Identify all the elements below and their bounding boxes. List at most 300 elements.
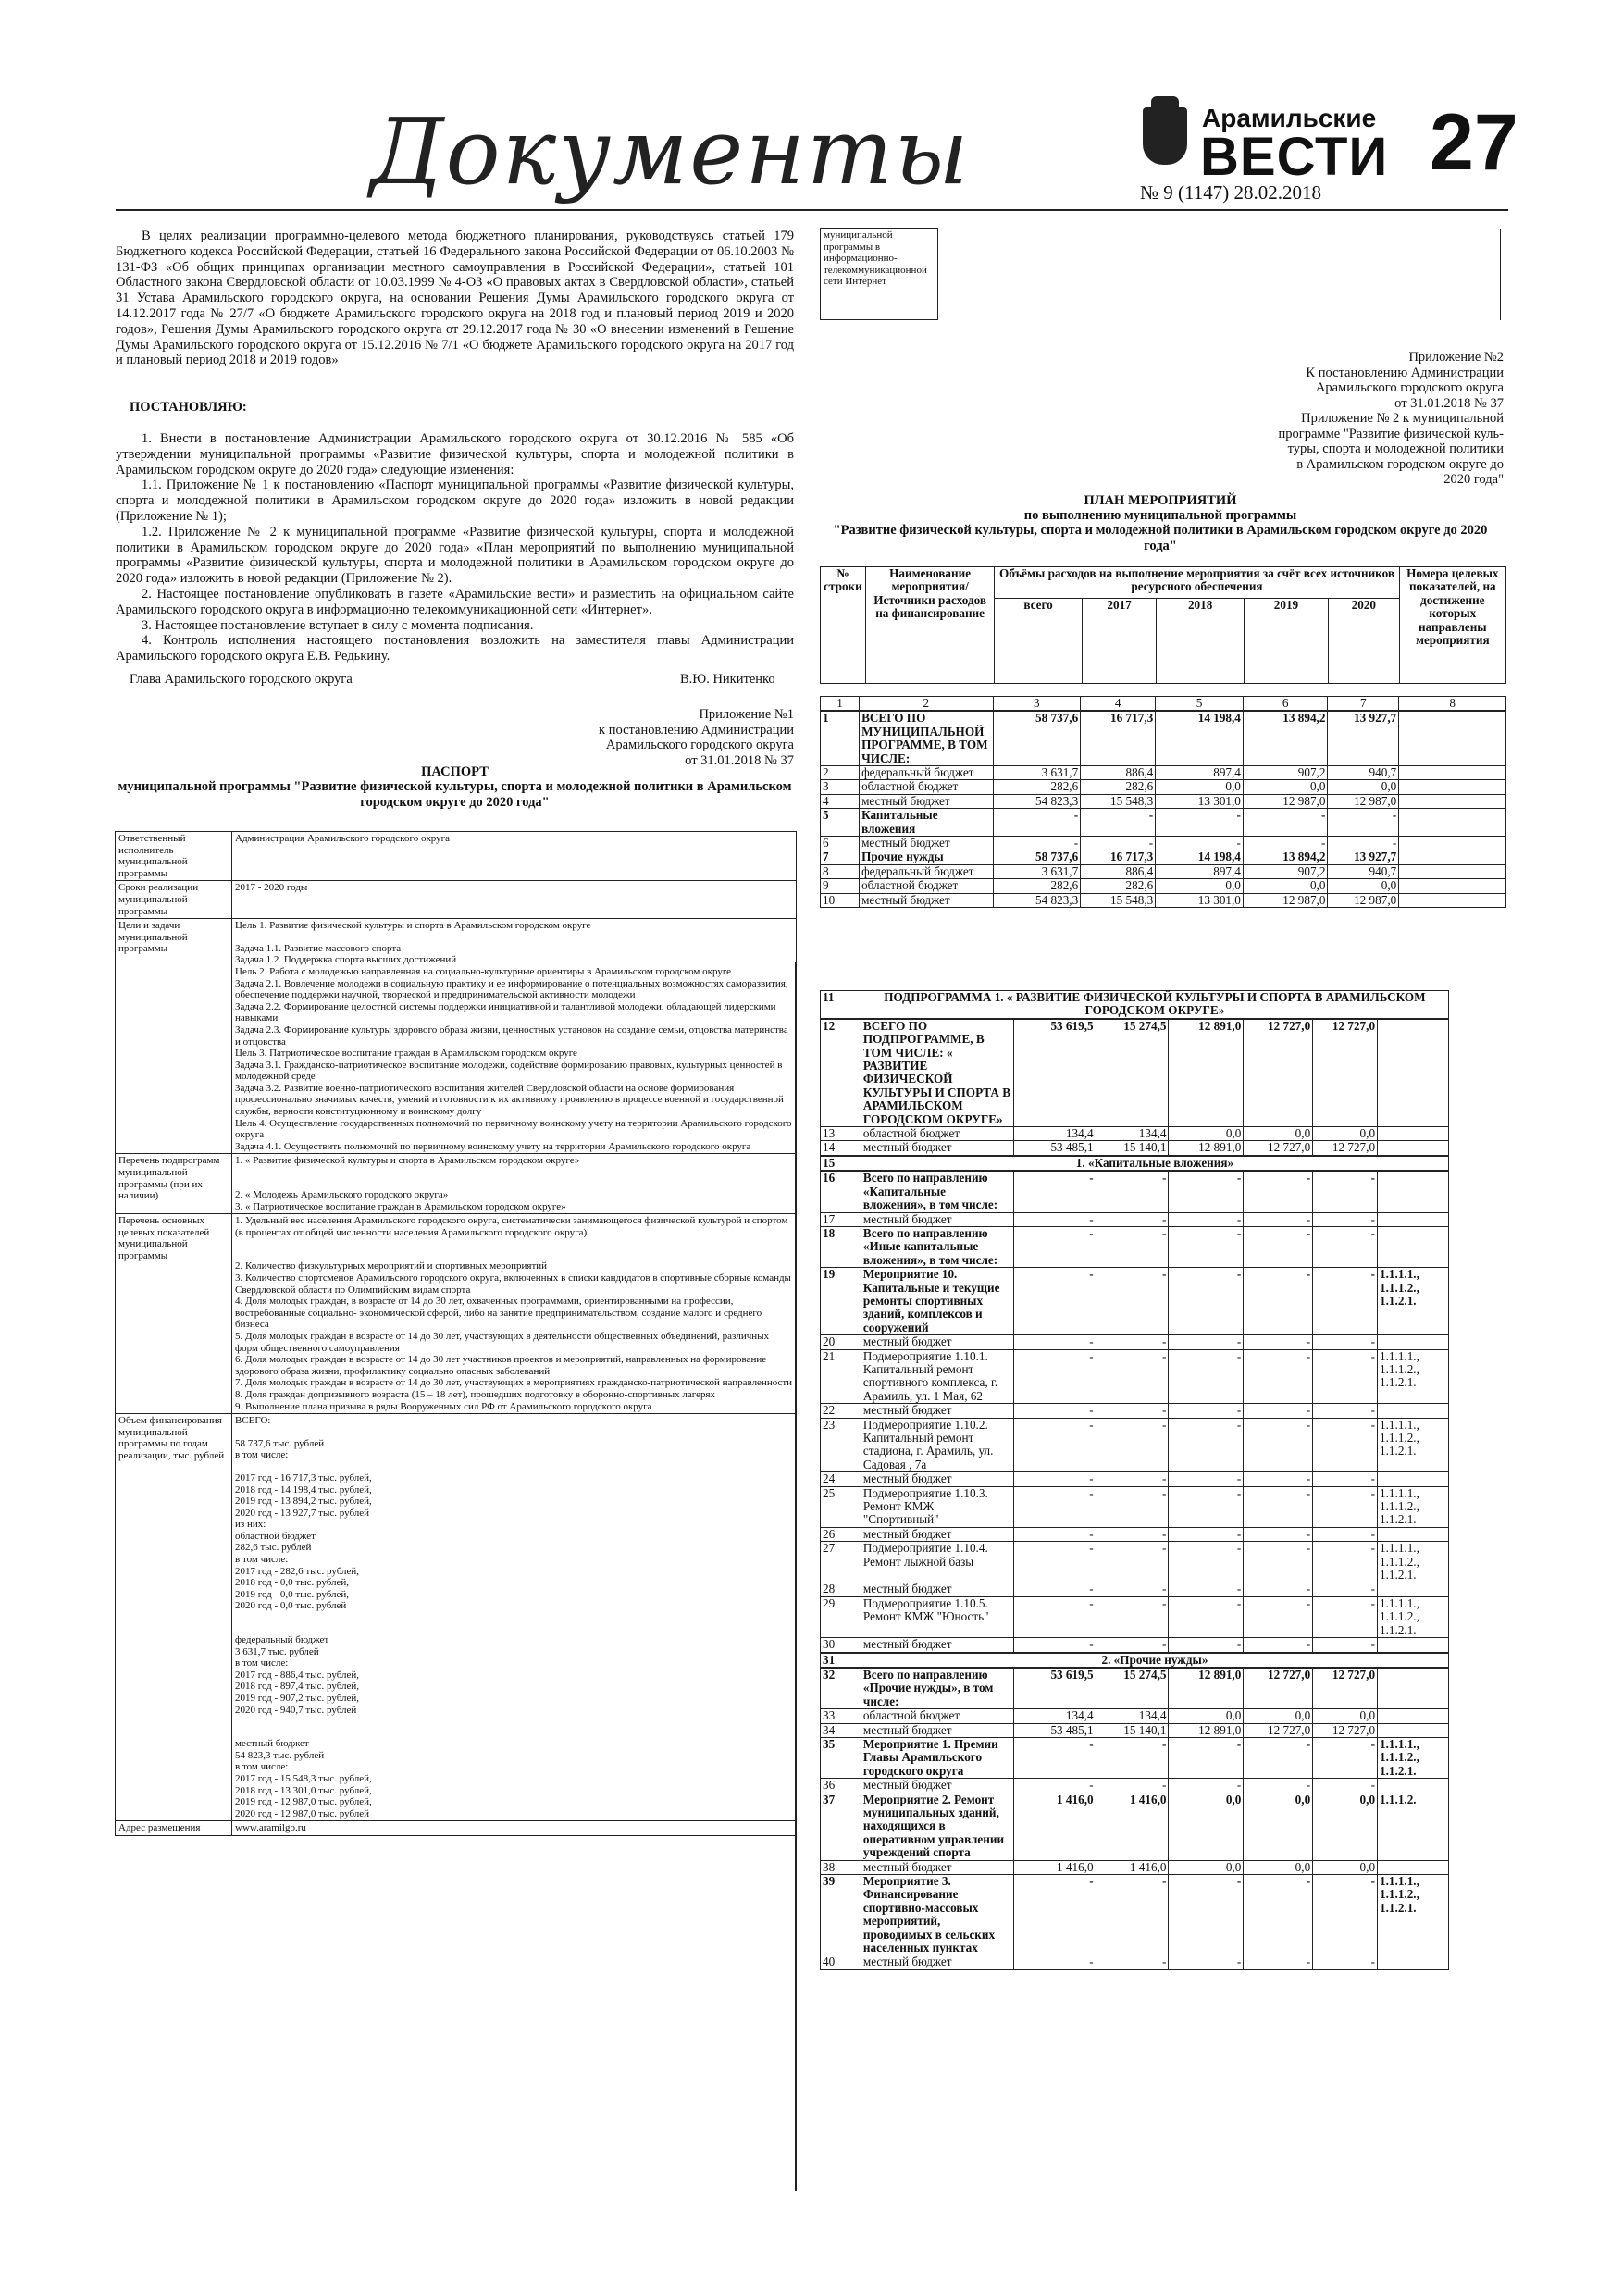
row-number: 9 — [821, 879, 860, 893]
passport-line: федеральный бюджет — [235, 1634, 329, 1646]
passport-spacer — [235, 1167, 793, 1178]
row-value-a: 282,6 — [1081, 879, 1156, 893]
row-number: 15 — [821, 1156, 861, 1171]
passport-line: 2020 год - 12 987,0 тыс. рублей — [235, 1807, 370, 1819]
row-name: местный бюджет — [861, 1404, 1013, 1418]
row-value-c: - — [1244, 1212, 1313, 1226]
row-value-b: - — [1169, 1171, 1244, 1212]
plan-row — [821, 1404, 1449, 1418]
row-value-d: 12 987,0 — [1328, 794, 1399, 808]
row-value-b: 897,4 — [1156, 766, 1244, 780]
row-value-a: - — [1096, 1212, 1169, 1226]
row-number: 22 — [821, 1404, 861, 1418]
plan-title: ПЛАН МЕРОПРИЯТИЙ — [1084, 493, 1237, 508]
col-head-targets: Номера целевых показателей, на достижение которых направлены мероприятия — [1399, 567, 1505, 684]
row-name: местный бюджет — [860, 893, 993, 907]
col-head-total: всего — [995, 599, 1082, 684]
row-value-a: - — [1096, 1404, 1169, 1418]
logo-line2: ВЕСТИ — [1200, 127, 1389, 187]
signature-name: В.Ю. Никитенко — [680, 672, 775, 687]
passport-row — [116, 919, 797, 1154]
passport-value — [232, 919, 797, 1154]
row-name: местный бюджет — [861, 1779, 1013, 1793]
row-name: местный бюджет — [861, 1723, 1013, 1737]
row-name: областной бюджет — [860, 879, 993, 893]
row-value-b: - — [1169, 1527, 1244, 1541]
passport-value — [232, 881, 797, 919]
row-value-t: 282,6 — [993, 879, 1081, 893]
col-head-no: № строки — [821, 567, 866, 684]
row-number: 38 — [821, 1860, 861, 1874]
row-name: федеральный бюджет — [860, 864, 993, 878]
passport-line: Задача 4.1. Осуществить полномочий по первичному воинскому учету на территории Арамильского городского округа — [235, 1140, 751, 1152]
row-targets — [1399, 864, 1506, 878]
passport-line: 1. « Развитие физической культуры и спорта в Арамильском городском округе» — [235, 1155, 580, 1167]
passport-label: Адрес размещения — [116, 1821, 232, 1836]
plan-row — [821, 809, 1506, 837]
row-targets — [1378, 1127, 1449, 1141]
row-value-d: - — [1313, 1582, 1378, 1596]
row-value-t: 282,6 — [993, 780, 1081, 794]
row-value-d: 0,0 — [1313, 1860, 1378, 1874]
passport-line: Задача 3.2. Развитие военно-патриотического воспитания жителей Свердловской области на основе формирования профессионально значимых качеств, умений и готовности к их активному проявлению в процессе военной и государственной службы, верности конституционному и воинскому долгу — [235, 1082, 787, 1118]
row-value-a: 1 416,0 — [1096, 1860, 1169, 1874]
row-value-d: - — [1313, 1268, 1378, 1335]
passport-row — [116, 1154, 797, 1214]
col-head-2020: 2020 — [1329, 599, 1400, 684]
row-number: 33 — [821, 1709, 861, 1723]
row-value-a: - — [1096, 1737, 1169, 1778]
row-name: областной бюджет — [861, 1709, 1013, 1723]
section-title: Документы — [370, 100, 971, 205]
row-value-t: - — [1013, 1737, 1096, 1778]
row-name: областной бюджет — [860, 780, 993, 794]
row-name: Мероприятие 1. Премии Главы Арамильского городского округа — [861, 1737, 1013, 1778]
row-name: Подмероприятие 1.10.5. Ремонт КМЖ "Юность" — [861, 1596, 1013, 1637]
col-head-volume: Объёмы расходов на выполнение мероприятия за счёт всех источников ресурсного обеспечения — [995, 567, 1399, 599]
row-value-b: 0,0 — [1156, 879, 1244, 893]
row-value-c: - — [1244, 1486, 1313, 1527]
plan-row — [821, 837, 1506, 850]
row-targets — [1378, 1141, 1449, 1156]
plan-row — [821, 1226, 1449, 1267]
row-value-t: 58 737,6 — [993, 850, 1081, 864]
passport-line: областной бюджет — [235, 1530, 316, 1542]
row-value-a: - — [1096, 1418, 1169, 1472]
plan-row — [821, 1668, 1449, 1709]
row-value-b: 13 301,0 — [1156, 893, 1244, 907]
plan-section-row — [821, 991, 1449, 1019]
row-targets — [1378, 1226, 1449, 1267]
page-number: 27 — [1430, 98, 1518, 187]
row-value-c: 12 727,0 — [1244, 1668, 1313, 1709]
row-value-a: - — [1081, 809, 1156, 837]
passport-line: 1. Удельный вес населения Арамильского городского округа, систематически занимающегося физической культурой и спортом (в процентах от общей численности населения Арамильского городского округа) — [235, 1215, 791, 1238]
appendix1-block — [416, 707, 794, 768]
plan-row — [821, 1737, 1449, 1778]
row-value-c: 12 727,0 — [1244, 1019, 1313, 1127]
passport-spacer — [235, 1178, 793, 1189]
row-value-t: - — [1013, 1875, 1096, 1955]
passport-line: в том числе: — [235, 1761, 289, 1773]
row-name: Прочие нужды — [860, 850, 993, 864]
row-number: 24 — [821, 1472, 861, 1486]
row-value-t: 53 485,1 — [1013, 1141, 1096, 1156]
row-value-t: - — [1013, 1472, 1096, 1486]
plan-row — [821, 1860, 1449, 1874]
passport-line: Задача 2.1. Вовлечение молодежи в социальную практику и ее информирование о потенциальных возможностях саморазвития, обеспечение поддержки научной, творческой и предпринимательской активности молодежи — [235, 977, 791, 1001]
row-value-c: - — [1244, 1349, 1313, 1404]
row-value-t: - — [1013, 1527, 1096, 1541]
plan-row — [821, 864, 1506, 878]
row-value-b: - — [1169, 1779, 1244, 1793]
row-value-b: 13 301,0 — [1156, 794, 1244, 808]
row-name: Подмероприятие 1.10.1. Капитальный ремонт спортивного комплекса, г. Арамиль, ул. 1 Мая, 62 — [861, 1349, 1013, 1404]
row-value-a: - — [1096, 1171, 1169, 1212]
row-targets: 1.1.1.1., 1.1.1.2., 1.1.2.1. — [1378, 1596, 1449, 1637]
appendix2-line: Приложение № 2 к муниципальной — [1301, 411, 1504, 426]
row-value-a: - — [1096, 1486, 1169, 1527]
passport-line: 4. Доля молодых граждан, в возрасте от 14 до 30 лет, охваченных программами, ориентированными на профессии, востребованные социально- экономической сферой, либо на занятие предпринимательством, создание малого и среднего бизнеса — [235, 1296, 764, 1331]
passport-line: Задача 1.2. Поддержка спорта высших достижений — [235, 954, 457, 966]
row-number: 35 — [821, 1737, 861, 1778]
appendix2-line: в Арамильском городском округе до — [1296, 456, 1504, 472]
passport-label: Объем финансирования муниципальной программы по годам реализации, тыс. рублей — [116, 1414, 232, 1821]
passport-line: 2019 год - 0,0 тыс. рублей, — [235, 1588, 350, 1600]
row-value-t: - — [1013, 1226, 1096, 1267]
column-number: 6 — [1243, 697, 1328, 712]
section-title: ПОДПРОГРАММА 1. « РАЗВИТИЕ ФИЗИЧЕСКОЙ КУЛЬТУРЫ И СПОРТА В АРАМИЛЬСКОМ ГОРОДСКОМ ОКРУГЕ» — [861, 991, 1448, 1019]
row-value-b: 14 198,4 — [1156, 711, 1244, 765]
row-value-c: - — [1244, 1542, 1313, 1582]
passport-line: 7. Доля молодых граждан в возрасте от 14 до 30 лет, участвующих в мероприятиях гражданско-патриотической направленности — [235, 1377, 793, 1389]
row-targets — [1378, 1404, 1449, 1418]
row-value-d: - — [1313, 1349, 1378, 1404]
passport-line: ВСЕГО: — [235, 1415, 271, 1427]
row-value-b: 14 198,4 — [1156, 850, 1244, 864]
row-value-c: 0,0 — [1244, 1127, 1313, 1141]
row-value-c: - — [1243, 809, 1328, 837]
column-numbers-row — [821, 697, 1506, 712]
row-value-a: 15 548,3 — [1081, 794, 1156, 808]
plan-subtitle-2: "Развитие физической культуры, спорта и молодежной политики в Арамильском городском округе до 2020 года" — [833, 523, 1488, 553]
row-value-d: - — [1313, 1226, 1378, 1267]
plan-row — [821, 1472, 1449, 1486]
row-value-t: 1 416,0 — [1013, 1860, 1096, 1874]
row-value-t: - — [1013, 1335, 1096, 1349]
row-value-b: - — [1169, 1486, 1244, 1527]
row-value-b: 0,0 — [1156, 780, 1244, 794]
appendix2-line: Арамильского городского округа — [1315, 380, 1504, 395]
passport-line: 2020 год - 0,0 тыс. рублей — [235, 1600, 347, 1612]
row-targets: 1.1.1.1., 1.1.1.2., 1.1.2.1. — [1378, 1737, 1449, 1778]
row-value-c: - — [1243, 837, 1328, 850]
row-value-a: - — [1096, 1527, 1169, 1541]
row-value-t: - — [1013, 1418, 1096, 1472]
row-value-t: 58 737,6 — [993, 711, 1081, 765]
passport-line: местный бюджет — [235, 1738, 309, 1750]
row-number: 26 — [821, 1527, 861, 1541]
row-value-c: - — [1244, 1737, 1313, 1778]
row-value-t: - — [993, 837, 1081, 850]
plan-row — [821, 879, 1506, 893]
row-targets: 1.1.1.1., 1.1.1.2., 1.1.2.1. — [1378, 1875, 1449, 1955]
row-name: местный бюджет — [860, 794, 993, 808]
row-value-a: - — [1096, 1582, 1169, 1596]
passport-row — [116, 1414, 797, 1821]
decree-item: 1. Внести в постановление Администрации Арамильского городского округа от 30.12.2016 № 585 «Об утверждении муниципальной программы «Развитие физической культуры, спорта и молодежной политики в Арамильском городском округе до 2020 года» следующие изменения: — [116, 431, 794, 478]
header-rule — [116, 209, 1508, 211]
row-targets: 1.1.1.1., 1.1.1.2., 1.1.2.1. — [1378, 1349, 1449, 1404]
appendix2-line: от 31.01.2018 № 37 — [1394, 395, 1504, 411]
row-value-a: - — [1096, 1335, 1169, 1349]
row-name: местный бюджет — [861, 1472, 1013, 1486]
row-value-a: - — [1096, 1349, 1169, 1404]
row-value-d: 12 727,0 — [1313, 1019, 1378, 1127]
passport-label: Перечень основных целевых показателей муниципальной программы — [116, 1214, 232, 1414]
row-value-d: 940,7 — [1328, 864, 1399, 878]
row-value-a: - — [1096, 1955, 1169, 1969]
col-head-name: Наименование мероприятия/ Источники расходов на финансирование — [865, 567, 994, 684]
column-number: 8 — [1399, 697, 1506, 712]
row-number: 3 — [821, 780, 860, 794]
plan-row — [821, 1019, 1449, 1127]
passport-label: Сроки реализации муниципальной программы — [116, 881, 232, 919]
passport-row — [116, 881, 797, 919]
row-value-t: 1 416,0 — [1013, 1793, 1096, 1860]
passport-line: в том числе: — [235, 1449, 289, 1461]
plan-row — [821, 1542, 1449, 1582]
column-number: 2 — [860, 697, 993, 712]
row-value-c: 0,0 — [1244, 1793, 1313, 1860]
row-targets — [1399, 711, 1506, 765]
row-value-a: - — [1096, 1268, 1169, 1335]
row-value-b: - — [1169, 1404, 1244, 1418]
row-value-t: 134,4 — [1013, 1709, 1096, 1723]
row-value-c: 0,0 — [1243, 879, 1328, 893]
row-value-b: - — [1169, 1268, 1244, 1335]
decree-item: 4. Контроль исполнения настоящего постановления возложить на заместителя главы Администрации Арамильского городского округа Е.В. Редькину. — [116, 633, 794, 664]
row-value-d: 13 927,7 — [1328, 711, 1399, 765]
appendix2-line: 2020 года" — [1443, 472, 1504, 487]
row-name: Всего по направлению «Капитальные вложения», в том числе: — [861, 1171, 1013, 1212]
passport-line: 2017 год - 16 717,3 тыс. рублей, — [235, 1471, 372, 1483]
passport-line: 2. Количество физкультурных мероприятий и спортивных мероприятий — [235, 1260, 548, 1272]
coat-of-arms-icon — [1143, 107, 1187, 165]
row-value-t: - — [1013, 1171, 1096, 1212]
row-value-b: 897,4 — [1156, 864, 1244, 878]
passport-spacer — [235, 932, 793, 943]
row-value-c: - — [1244, 1472, 1313, 1486]
row-value-b: - — [1169, 1582, 1244, 1596]
row-value-c: - — [1244, 1638, 1313, 1653]
continuation-value — [938, 229, 1501, 320]
row-value-c: 0,0 — [1244, 1860, 1313, 1874]
plan-row — [821, 1127, 1449, 1141]
row-number: 6 — [821, 837, 860, 850]
decree-item: 2. Настоящее постановление опубликовать в газете «Арамильские вести» и разместить на официальном сайте Арамильского городского округа в информационно телекоммуникационной сети «Интернет». — [116, 586, 794, 617]
passport-line: 3. Количество спортсменов Арамильского городского округа, включенных в списки кандидатов в спортивные сборные команды Свердловской области по Олимпийским видам спорта — [235, 1272, 794, 1296]
row-value-d: 12 987,0 — [1328, 893, 1399, 907]
row-value-d: - — [1313, 1486, 1378, 1527]
appendix1-line: к постановлению Администрации — [599, 722, 794, 738]
row-targets — [1378, 1472, 1449, 1486]
appendix1-line: Арамильского городского округа — [605, 738, 794, 752]
plan-header-table — [820, 566, 1506, 684]
row-value-b: 0,0 — [1169, 1127, 1244, 1141]
row-number: 5 — [821, 809, 860, 837]
passport-subtitle: муниципальной программы "Развитие физической культуры, спорта и молодежной политики в Арамильском городском округе до 2020 года" — [118, 779, 792, 810]
row-value-t: 134,4 — [1013, 1127, 1096, 1141]
column-rule — [795, 962, 797, 2191]
column-number: 5 — [1156, 697, 1244, 712]
row-value-t: 53 619,5 — [1013, 1019, 1096, 1127]
passport-spacer — [235, 1249, 793, 1260]
passport-line: Цель 4. Осуществление государственных полномочий по первичному воинскому учету на территории Арамильского городского округа — [235, 1117, 795, 1141]
row-number: 1 — [821, 711, 860, 765]
plan-row — [821, 1955, 1449, 1969]
appendix1-line: от 31.01.2018 № 37 — [685, 752, 794, 768]
row-value-b: - — [1169, 1418, 1244, 1472]
row-value-c: - — [1244, 1404, 1313, 1418]
row-value-a: 16 717,3 — [1081, 711, 1156, 765]
passport-label: Цели и задачи муниципальной программы — [116, 919, 232, 1154]
passport-line: 2019 год - 12 987,0 тыс. рублей, — [235, 1796, 372, 1808]
passport-value — [232, 832, 797, 881]
row-value-d: - — [1328, 809, 1399, 837]
row-targets: 1.1.1.2. — [1378, 1793, 1449, 1860]
passport-value — [232, 1214, 797, 1414]
row-value-a: 15 274,5 — [1096, 1668, 1169, 1709]
row-number: 7 — [821, 850, 860, 864]
row-targets — [1399, 780, 1506, 794]
passport-spacer — [235, 1623, 793, 1634]
passport-line: 2019 год - 13 894,2 тыс. рублей, — [235, 1496, 372, 1508]
row-name: Мероприятие 10. Капитальные и текущие ремонты спортивных зданий, комплексов и сооружений — [861, 1268, 1013, 1335]
row-value-d: - — [1313, 1737, 1378, 1778]
row-value-d: 0,0 — [1313, 1709, 1378, 1723]
row-value-c: - — [1244, 1335, 1313, 1349]
plan-section-row — [821, 1653, 1449, 1668]
plan-row — [821, 1723, 1449, 1737]
row-number: 40 — [821, 1955, 861, 1969]
row-value-t: - — [1013, 1349, 1096, 1404]
plan-row — [821, 850, 1506, 864]
row-name: местный бюджет — [861, 1527, 1013, 1541]
column-number: 3 — [993, 697, 1081, 712]
row-targets — [1378, 1955, 1449, 1969]
appendix2-line: Приложение №2 — [1408, 350, 1504, 365]
passport-spacer — [235, 1238, 793, 1249]
row-number: 13 — [821, 1127, 861, 1141]
row-targets — [1378, 1638, 1449, 1653]
row-value-b: 0,0 — [1169, 1709, 1244, 1723]
row-value-t: 3 631,7 — [993, 864, 1081, 878]
passport-line: Задача 1.1. Развитие массового спорта — [235, 942, 402, 954]
passport-line: 58 737,6 тыс. рублей — [235, 1437, 325, 1449]
row-value-b: - — [1169, 1596, 1244, 1637]
passport-value — [232, 1154, 797, 1214]
row-value-b: 12 891,0 — [1169, 1019, 1244, 1127]
row-value-t: 54 823,3 — [993, 794, 1081, 808]
row-value-c: 12 727,0 — [1244, 1141, 1313, 1156]
row-value-a: - — [1096, 1596, 1169, 1637]
plan-row — [821, 1527, 1449, 1541]
plan-row — [821, 1779, 1449, 1793]
col-head-2017: 2017 — [1082, 599, 1157, 684]
row-number: 19 — [821, 1268, 861, 1335]
row-name: Мероприятие 3. Финансирование спортивно-массовых мероприятий, проводимых в сельских населенных пунктах — [861, 1875, 1013, 1955]
newspaper-logo — [1143, 104, 1420, 187]
row-value-d: - — [1313, 1335, 1378, 1349]
row-value-d: 0,0 — [1328, 780, 1399, 794]
row-value-c: - — [1244, 1268, 1313, 1335]
column-number: 4 — [1081, 697, 1156, 712]
row-value-c: - — [1244, 1226, 1313, 1267]
plan-row — [821, 1268, 1449, 1335]
row-number: 16 — [821, 1171, 861, 1212]
plan-row — [821, 711, 1506, 765]
row-name: местный бюджет — [861, 1212, 1013, 1226]
passport-line: 8. Доля граждан допризывного возраста (15 – 18 лет), прошедших подготовку в оборонно-спортивных лагерях — [235, 1388, 716, 1400]
plan-subtitle-1: по выполнению муниципальной программы — [1023, 508, 1297, 523]
row-value-b: - — [1169, 1226, 1244, 1267]
appendix2-block — [1110, 350, 1504, 488]
row-value-a: - — [1081, 837, 1156, 850]
row-value-a: 15 140,1 — [1096, 1723, 1169, 1737]
passport-label: Ответственный исполнитель муниципальной программы — [116, 832, 232, 881]
passport-line: Задача 2.3. Формирование культуры здорового образа жизни, ценностных установок на создание семьи, отцовства материнства и отцовства — [235, 1024, 791, 1048]
issue-number: № 9 (1147) 28.02.2018 — [1140, 181, 1321, 204]
row-value-c: 0,0 — [1243, 780, 1328, 794]
decree-item: 1.1. Приложение № 1 к постановлению «Паспорт муниципальной программы «Развитие физической культуры, спорта и молодежной политики в Арамильском городском округе до 2020 года» изложить в новой редакции (Приложение № 1); — [116, 478, 794, 524]
row-value-a: 886,4 — [1081, 864, 1156, 878]
row-name: Капитальные вложения — [860, 809, 993, 837]
row-number: 12 — [821, 1019, 861, 1127]
row-value-d: 13 927,7 — [1328, 850, 1399, 864]
passport-line: 2017 год - 886,4 тыс. рублей, — [235, 1669, 360, 1681]
plan-row — [821, 780, 1506, 794]
row-value-d: - — [1313, 1596, 1378, 1637]
row-targets — [1378, 1582, 1449, 1596]
appendix2-line: программе "Развитие физической куль- — [1278, 426, 1504, 441]
row-value-b: - — [1156, 809, 1244, 837]
row-targets — [1399, 879, 1506, 893]
row-number: 25 — [821, 1486, 861, 1527]
row-number: 36 — [821, 1779, 861, 1793]
row-name: Подмероприятие 1.10.3. Ремонт КМЖ "Спортивный" — [861, 1486, 1013, 1527]
row-number: 29 — [821, 1596, 861, 1637]
row-value-b: - — [1169, 1349, 1244, 1404]
row-targets — [1399, 893, 1506, 907]
row-targets: 1.1.1.1., 1.1.1.2., 1.1.2.1. — [1378, 1542, 1449, 1582]
passport-line: 9. Выполнение плана призыва в ряды Вооруженных сил РФ от Арамильского городского округа — [235, 1400, 652, 1412]
row-number: 27 — [821, 1542, 861, 1582]
passport-line: Цель 2. Работа с молодежью направленная на социально-культурные ориентиры в Арамильском городском округе — [235, 965, 732, 977]
row-name: Подмероприятие 1.10.4. Ремонт лыжной базы — [861, 1542, 1013, 1582]
row-targets — [1378, 1212, 1449, 1226]
plan-row — [821, 1349, 1449, 1404]
passport-line: Задача 3.1. Гражданско-патриотическое воспитание молодежи, содействие формированию правовых, культурных ценностей в молодежной среде — [235, 1059, 786, 1083]
row-value-b: - — [1169, 1638, 1244, 1653]
row-name: Мероприятие 2. Ремонт муниципальных зданий, находящихся в оперативном управлении учреждений спорта — [861, 1793, 1013, 1860]
row-value-t: - — [1013, 1268, 1096, 1335]
row-targets — [1399, 794, 1506, 808]
row-value-b: - — [1169, 1542, 1244, 1582]
row-value-a: 16 717,3 — [1081, 850, 1156, 864]
plan-row — [821, 1418, 1449, 1472]
row-value-c: - — [1244, 1171, 1313, 1212]
